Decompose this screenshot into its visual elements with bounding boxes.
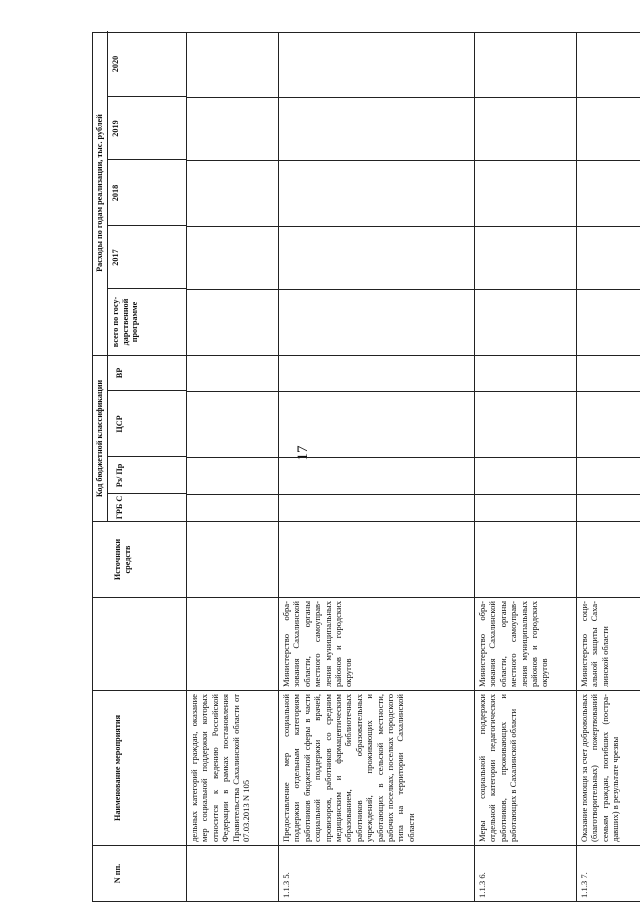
row-2019	[279, 97, 474, 160]
budget-group-title: Код бюджетной классификации	[95, 379, 104, 498]
budget-group	[93, 355, 186, 521]
header-csr: ЦСР	[115, 415, 124, 433]
row-csr	[475, 391, 576, 457]
row-grbs	[577, 494, 640, 521]
table-row	[279, 33, 475, 901]
row-vr	[577, 355, 640, 391]
row-no: 1.1.3 7.	[577, 845, 640, 901]
header-grbs: ГРБ С	[115, 495, 124, 520]
expenses-table	[92, 32, 640, 902]
table-row	[187, 33, 279, 901]
row-vr	[187, 355, 278, 391]
row-rzpr	[279, 457, 474, 494]
row-vr	[475, 355, 576, 391]
row-total	[577, 289, 640, 355]
header-name: Наименование мероприятия	[93, 690, 186, 845]
header-vr: ВР	[115, 367, 124, 379]
row-rzpr	[187, 457, 278, 494]
row-sources	[475, 521, 576, 597]
row-name: Предоставление мер социальной поддержки отдельным категориям работников бюджетной сферы в части социальной поддержки врачей, провизоров, работников со средним медицинским и фармацевтическим образованием, библиотечных работников образовательных учреждений, проживающих и работающих в сельской местности, рабочих поселках, поселках городского типа на территории Сахалинской области	[279, 690, 474, 845]
row-2019	[475, 97, 576, 160]
header-no: N пп.	[93, 845, 186, 901]
header-rzpr: Рз/ Пр	[115, 463, 124, 488]
row-sources	[279, 521, 474, 597]
row-2017	[577, 226, 640, 289]
header-2017: 2017	[111, 249, 120, 266]
row-executor: Министерство социальной защиты Сахалинской области	[577, 597, 640, 690]
row-name: дельных категорий граждан, оказание мер социальной поддержки которых относится к ведению Российской Федерации в рамках постановления Правительства Сахалинской области от 07.03.2013 N 105	[187, 690, 278, 845]
header-2018: 2018	[111, 184, 120, 202]
row-csr	[577, 391, 640, 457]
row-no: 1.1.3 5.	[279, 845, 474, 901]
row-csr	[187, 391, 278, 457]
row-2018	[187, 160, 278, 226]
row-2020	[475, 31, 576, 97]
row-rzpr	[475, 457, 576, 494]
row-grbs	[475, 494, 576, 521]
row-total	[475, 289, 576, 355]
table-row	[475, 33, 577, 901]
row-executor: Министерство образования Сахалинской области, органы местного самоуправления муниципальных районов и городских округов	[279, 597, 474, 690]
header-sources: Источники средств	[93, 521, 186, 597]
row-executor	[187, 597, 278, 690]
row-2020	[187, 31, 278, 97]
row-2019	[577, 97, 640, 160]
row-vr	[279, 355, 474, 391]
row-no: 1.1.3 6.	[475, 845, 576, 901]
row-total	[187, 289, 278, 355]
row-2017	[187, 226, 278, 289]
expenses-group-title: Расходы по годам реализации, тыс. рублей	[95, 114, 104, 272]
row-2018	[577, 160, 640, 226]
header-2019: 2019	[111, 120, 120, 137]
row-executor: Министерство образования Сахалинской области, органы местного самоуправления муниципальных районов и городских округов	[475, 597, 576, 690]
header-executor	[93, 597, 186, 690]
header-total: всего по государственной программе	[111, 296, 140, 348]
page-number: 17	[295, 445, 311, 461]
row-no	[187, 845, 278, 901]
table-row	[577, 33, 640, 901]
row-2017	[475, 226, 576, 289]
row-2018	[475, 160, 576, 226]
row-sources	[187, 521, 278, 597]
row-csr	[279, 391, 474, 457]
table-header	[93, 33, 187, 901]
row-2019	[187, 97, 278, 160]
row-2020	[577, 31, 640, 97]
row-2018	[279, 160, 474, 226]
row-2020	[279, 31, 474, 97]
row-2017	[279, 226, 474, 289]
row-grbs	[187, 494, 278, 521]
row-rzpr	[577, 457, 640, 494]
row-name: Оказание помощи за счет добровольных (благотворительных) пожертвований семьям граждан, погибших (пострадавших) в результате чрезвы	[577, 690, 640, 845]
row-sources	[577, 521, 640, 597]
expenses-group	[93, 31, 186, 355]
row-grbs	[279, 494, 474, 521]
row-total	[279, 289, 474, 355]
header-2020: 2020	[111, 55, 120, 73]
row-name: Меры социальной поддержки отдельной категории педагогических работников, проживающих и работающих в Сахалинской области	[475, 690, 576, 845]
